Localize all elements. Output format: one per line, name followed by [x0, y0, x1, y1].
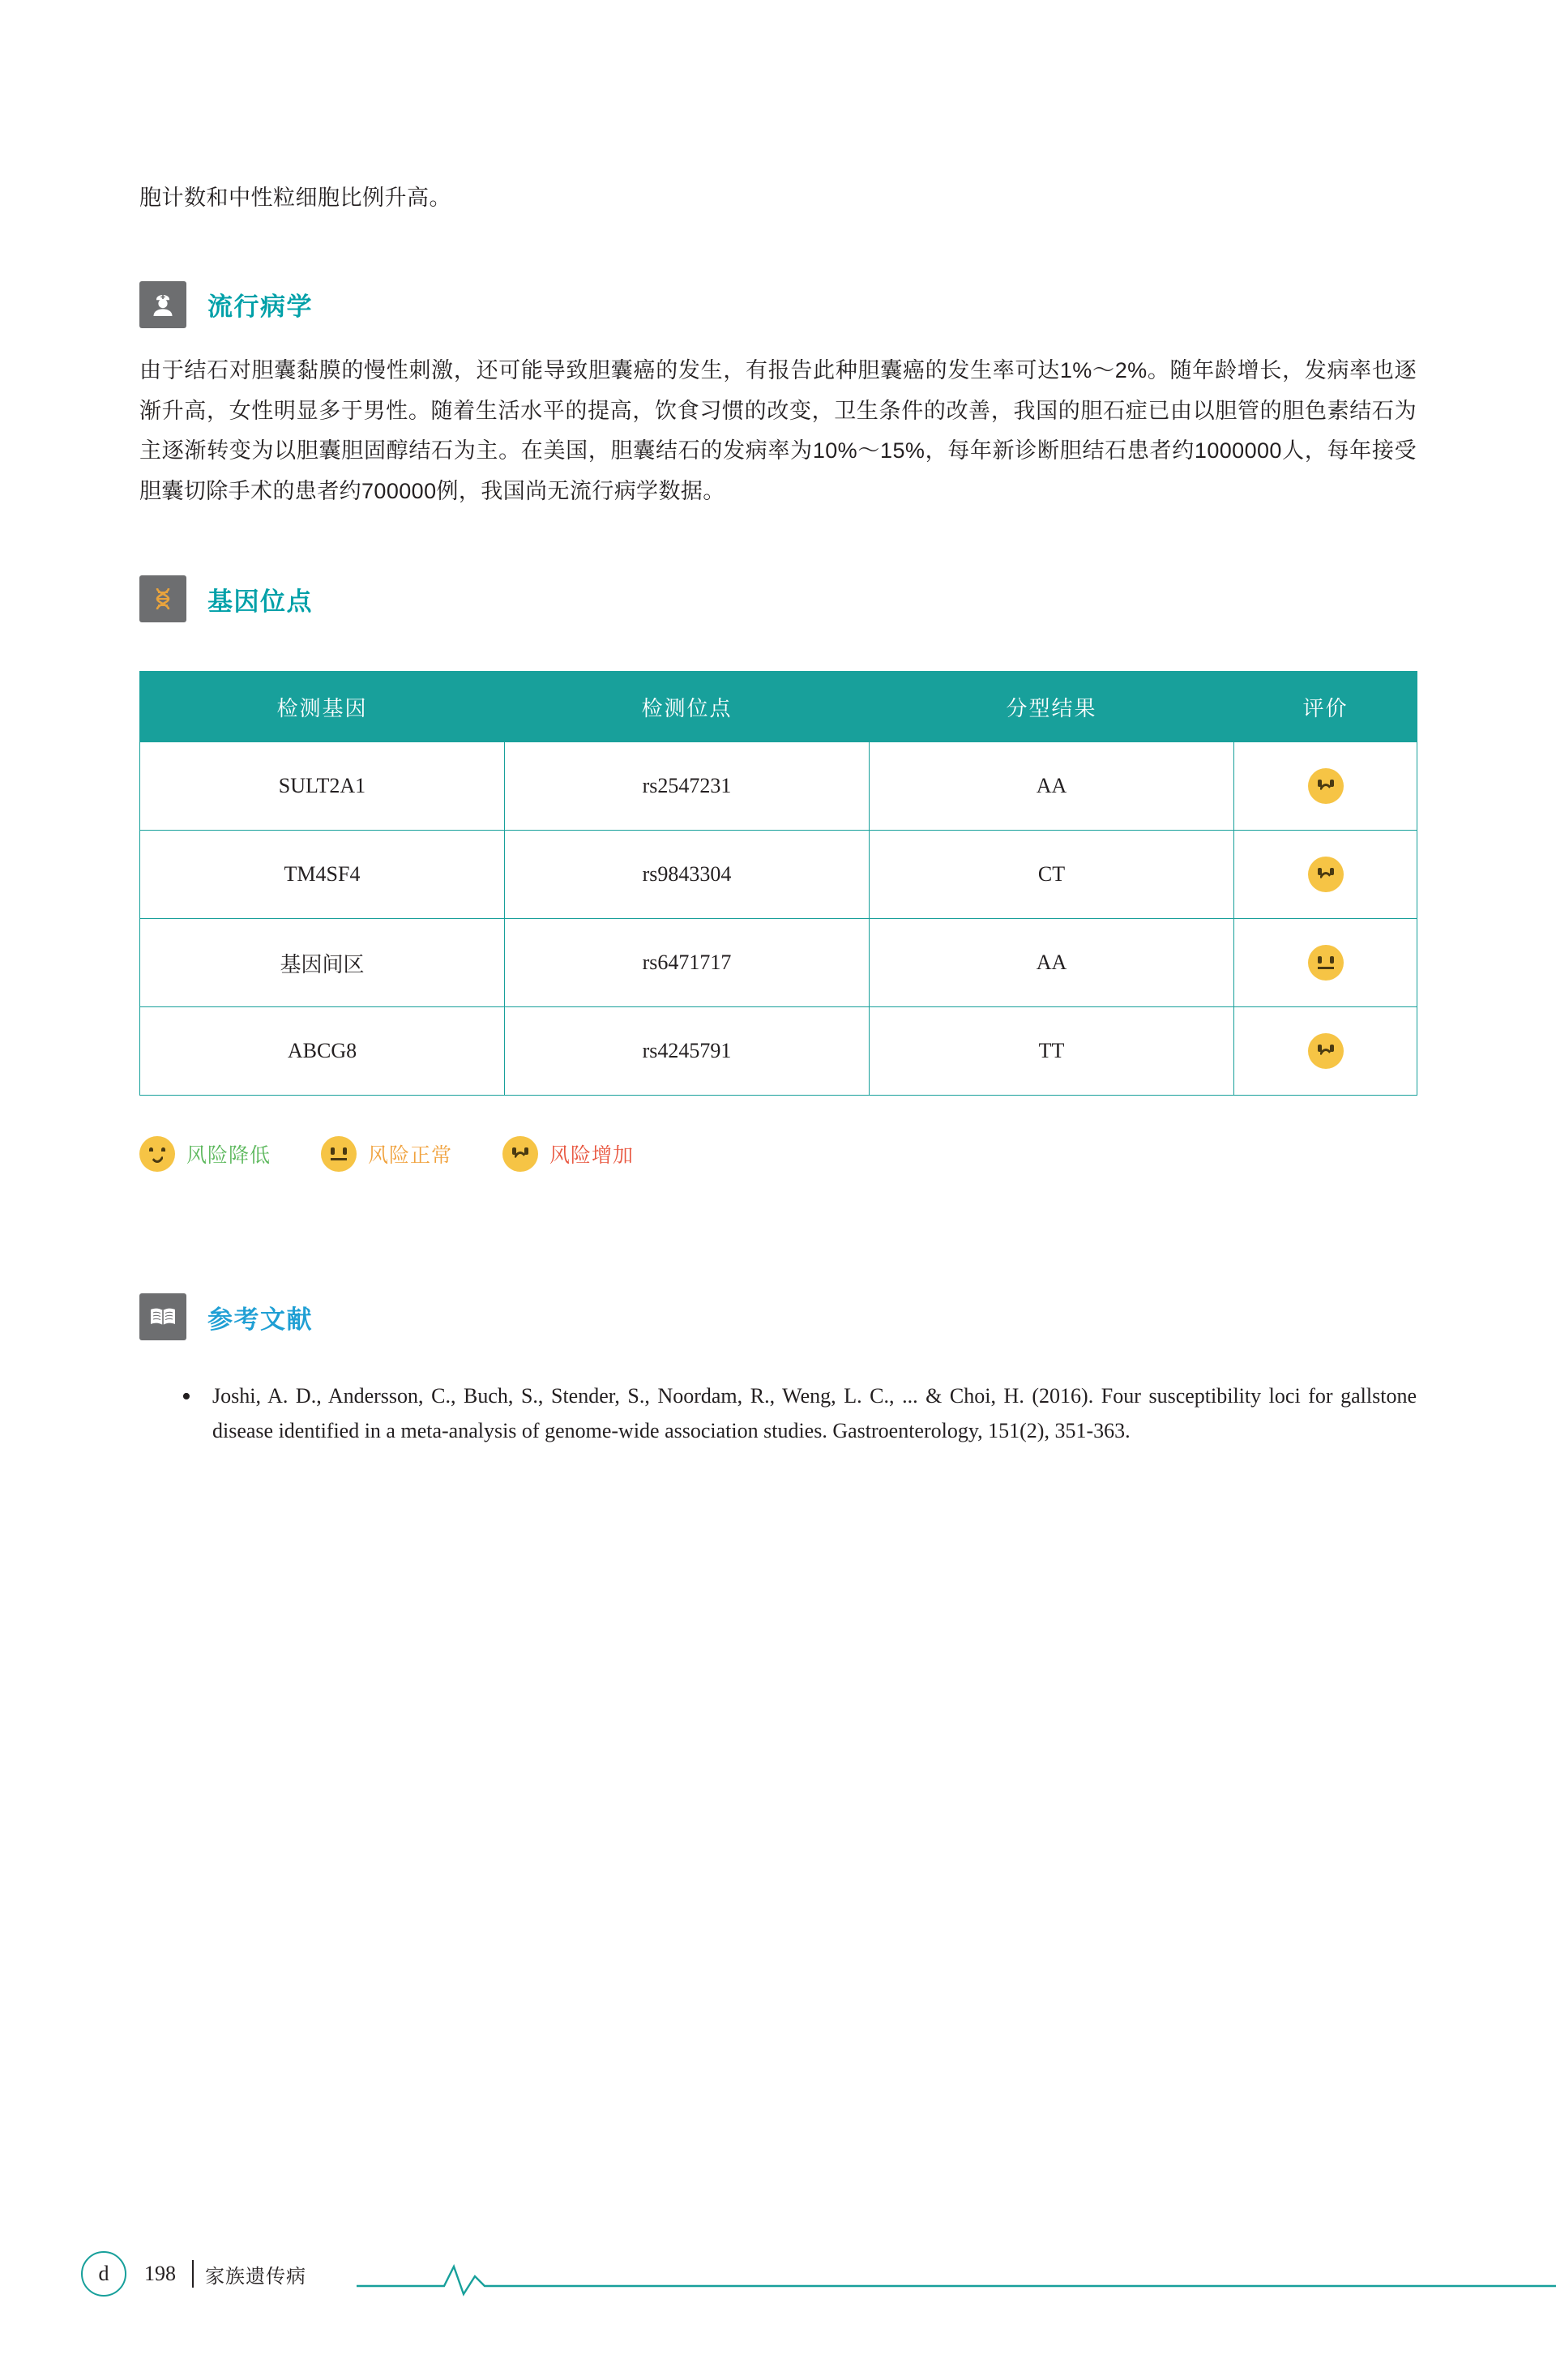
risk-legend	[139, 1136, 1417, 1172]
dna-icon	[139, 575, 186, 622]
cell-rating	[1234, 742, 1417, 831]
footer-book-title: 家族遗传病	[205, 2265, 306, 2288]
page-number: 198	[144, 2262, 176, 2285]
gene-loci-table	[139, 671, 1417, 1096]
table-header-row	[140, 672, 1417, 742]
page-footer	[0, 2245, 1556, 2302]
sad-face-icon	[1308, 1033, 1344, 1069]
legend-label-high-risk: 风险增加	[549, 1144, 635, 1168]
legend-item-normal-risk	[321, 1136, 452, 1172]
section-title-references: 参考文献	[207, 1305, 313, 1334]
cell-genotype: TT	[870, 1007, 1234, 1096]
neutral-face-icon	[1308, 945, 1344, 981]
legend-label-low-risk: 风险降低	[186, 1144, 271, 1168]
happy-face-icon	[139, 1136, 175, 1172]
sad-face-icon	[1308, 857, 1344, 892]
references-section	[139, 1293, 1417, 1449]
cell-genotype: CT	[870, 831, 1234, 919]
section-header-references	[139, 1293, 1417, 1340]
footer-wave-decoration	[357, 2258, 1556, 2299]
cell-locus: rs9843304	[505, 831, 870, 919]
section-header-gene-loci	[139, 575, 1417, 622]
sad-face-icon	[1308, 768, 1344, 804]
cell-locus: rs6471717	[505, 919, 870, 1007]
cell-rating	[1234, 1007, 1417, 1096]
cell-locus: rs2547231	[505, 742, 870, 831]
table-row	[140, 742, 1417, 831]
neutral-face-icon	[321, 1136, 357, 1172]
legend-label-normal-risk: 风险正常	[368, 1144, 453, 1168]
column-header-rating: 评价	[1234, 672, 1417, 742]
column-header-genotype: 分型结果	[870, 672, 1234, 742]
column-header-gene: 检测基因	[140, 672, 505, 742]
cell-gene: TM4SF4	[140, 831, 505, 919]
legend-item-low-risk	[139, 1136, 271, 1172]
cell-locus: rs4245791	[505, 1007, 870, 1096]
table-row	[140, 919, 1417, 1007]
epidemiology-paragraph: 由于结石对胆囊黏膜的慢性刺激，还可能导致胆囊癌的发生，有报告此种胆囊癌的发生率可达1%～2%。随年龄增长，发病率也逐渐升高，女性明显多于男性。随着生活水平的提高，饮食习惯的改变，卫生条件的改善，我国的胆石症已由以胆管的胆色素结石为主逐渐转变为以胆囊胆固醇结石为主。在美国，胆囊结石的发病率为10%～15%，每年新诊断胆结石患者约1000000人，每年接受胆囊切除手术的患者约700000例，我国尚无流行病学数据。	[139, 357, 1417, 504]
continuation-text: 胞计数和中性粒细胞比例升高。	[139, 186, 451, 210]
legend-item-high-risk	[502, 1136, 634, 1172]
book-icon	[139, 1293, 186, 1340]
section-title-epidemiology: 流行病学	[207, 293, 313, 322]
cell-genotype: AA	[870, 742, 1234, 831]
sad-face-icon	[502, 1136, 538, 1172]
footer-badge: d	[81, 2251, 126, 2297]
table-row	[140, 1007, 1417, 1096]
cell-rating	[1234, 919, 1417, 1007]
cell-rating	[1234, 831, 1417, 919]
cell-genotype: AA	[870, 919, 1234, 1007]
cell-gene: ABCG8	[140, 1007, 505, 1096]
list-item: • Joshi, A. D., Andersson, C., Buch, S., Stender, S., Noordam, R., Weng, L. C., ... & Choi, H. (2016). Four susceptibility loci for gallstone disease identified in a meta-analysis of genome-wide association studies. Gastroenterology, 151(2), 351-363.	[177, 1379, 1417, 1449]
document-page	[0, 178, 1556, 2380]
cell-gene: SULT2A1	[140, 742, 505, 831]
section-header-epidemiology	[139, 281, 1417, 328]
doctor-icon	[139, 281, 186, 328]
column-header-locus: 检测位点	[505, 672, 870, 742]
reference-list	[139, 1379, 1417, 1449]
table-row	[140, 831, 1417, 919]
footer-divider	[192, 2260, 194, 2288]
cell-gene: 基因间区	[140, 919, 505, 1007]
section-title-gene-loci: 基因位点	[207, 587, 313, 616]
